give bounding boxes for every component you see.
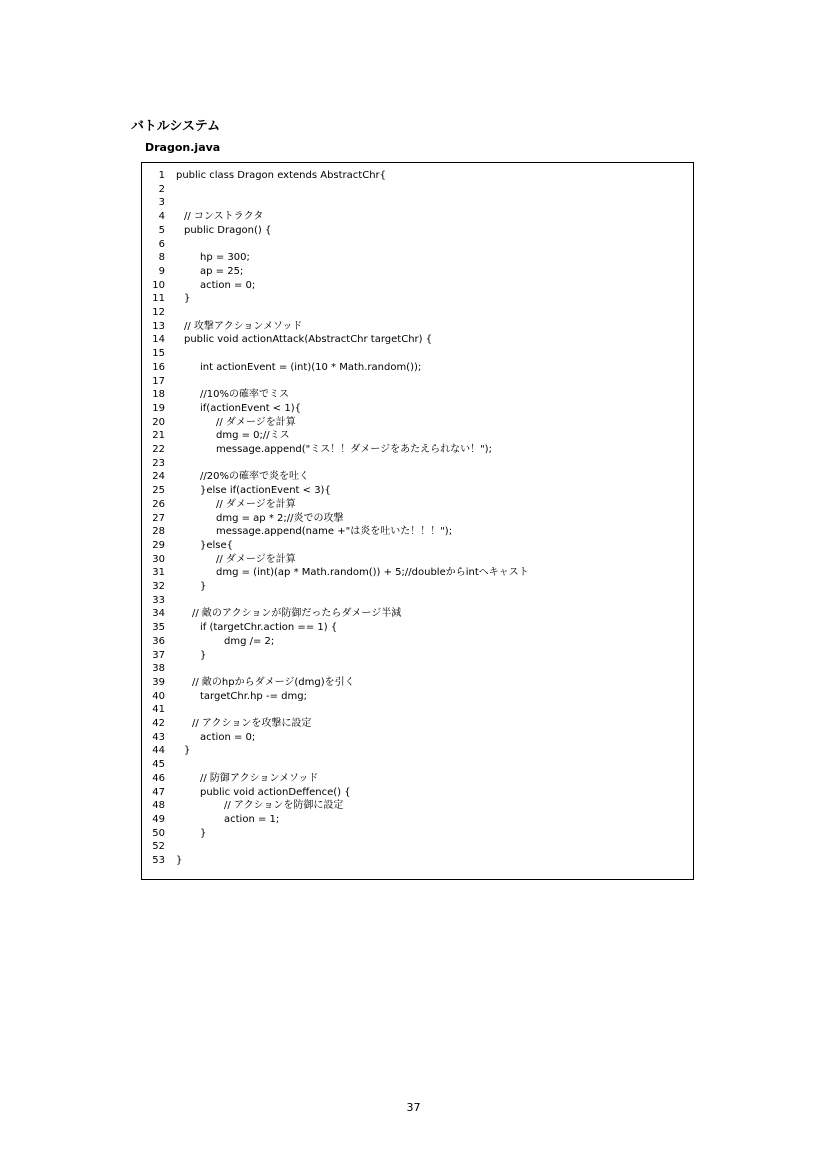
line-number: 20 <box>152 416 165 428</box>
line-number: 26 <box>152 498 165 510</box>
code-text: message.append("ミス！！ダメージをあたえられない！"); <box>216 444 492 455</box>
code-text: // ダメージを計算 <box>216 498 296 510</box>
code-line <box>142 772 693 785</box>
code-text: public Dragon() { <box>184 224 272 236</box>
line-number: 15 <box>152 348 165 360</box>
line-number: 50 <box>152 827 165 839</box>
code-line <box>142 539 693 552</box>
code-line <box>142 183 693 196</box>
code-line <box>142 594 693 607</box>
line-number: 44 <box>152 745 165 757</box>
line-number: 48 <box>152 800 165 812</box>
code-text: if(actionEvent < 1){ <box>200 402 301 414</box>
line-number: 6 <box>158 238 165 250</box>
code-text: // 敵のアクションが防御だったらダメージ半減 <box>192 608 402 620</box>
code-text: // 敵のhpからダメージ(dmg)を引く <box>192 676 355 688</box>
code-line <box>142 210 693 223</box>
code-line <box>142 512 693 525</box>
code-text: if (targetChr.action == 1) { <box>200 622 338 634</box>
code-line <box>142 457 693 470</box>
code-text: // ダメージを計算 <box>216 416 296 428</box>
code-line <box>142 758 693 771</box>
code-line <box>142 470 693 483</box>
code-line <box>142 238 693 251</box>
code-text: targetChr.hp -= dmg; <box>200 690 307 702</box>
line-number: 30 <box>152 553 165 565</box>
code-line <box>142 320 693 333</box>
code-line <box>142 443 693 456</box>
code-listing <box>141 162 694 880</box>
code-line <box>142 662 693 675</box>
line-number: 49 <box>152 813 165 825</box>
code-text: dmg = 0;//ミス <box>216 430 290 442</box>
line-number: 52 <box>152 841 165 853</box>
line-number: 28 <box>152 526 165 538</box>
code-line <box>142 292 693 305</box>
code-text: }else{ <box>200 539 234 551</box>
line-number: 38 <box>152 663 165 675</box>
line-number: 45 <box>152 759 165 771</box>
code-text: ap = 25; <box>200 265 244 277</box>
code-line <box>142 306 693 319</box>
code-line <box>142 498 693 511</box>
code-text: dmg /= 2; <box>224 635 275 647</box>
line-number: 34 <box>152 608 165 620</box>
code-text: public void actionDeffence() { <box>200 786 351 798</box>
line-number: 5 <box>158 224 165 236</box>
line-number: 47 <box>152 786 165 798</box>
line-number: 3 <box>158 197 165 209</box>
code-text: } <box>200 581 207 592</box>
line-number: 43 <box>152 731 165 743</box>
code-text: //20%の確率で炎を吐く <box>200 471 309 483</box>
line-number: 1 <box>158 170 165 181</box>
code-line <box>142 196 693 209</box>
code-line <box>142 553 693 566</box>
line-number: 53 <box>152 855 165 866</box>
code-line <box>142 361 693 374</box>
line-number: 46 <box>152 772 165 784</box>
line-number: 31 <box>152 567 165 579</box>
code-line <box>142 813 693 826</box>
code-line <box>142 690 693 703</box>
code-text: //10%の確率でミス <box>200 389 289 401</box>
code-line <box>142 333 693 346</box>
line-number: 21 <box>152 430 165 442</box>
code-text: int actionEvent = (int)(10 * Math.random()); <box>200 361 422 373</box>
line-number: 14 <box>152 334 165 346</box>
code-text: dmg = (int)(ap * Math.random()) + 5;//doubleからintへキャスト <box>216 567 529 579</box>
line-number: 22 <box>152 444 165 455</box>
line-number: 17 <box>152 375 165 387</box>
code-text: action = 0; <box>200 731 256 743</box>
code-line <box>142 402 693 415</box>
line-number: 19 <box>152 402 165 414</box>
line-number: 8 <box>158 252 165 264</box>
code-text: } <box>184 293 191 305</box>
code-line <box>142 827 693 840</box>
code-text: } <box>200 827 207 839</box>
line-number: 18 <box>152 389 165 401</box>
line-number: 40 <box>152 690 165 702</box>
code-line <box>142 607 693 620</box>
code-text: // アクションを防御に設定 <box>224 800 344 812</box>
code-line <box>142 224 693 237</box>
line-number: 16 <box>152 361 165 373</box>
code-line <box>142 854 693 867</box>
line-number: 42 <box>152 718 165 729</box>
line-number: 37 <box>152 649 165 661</box>
file-name: Dragon.java <box>145 141 221 154</box>
code-text: action = 0; <box>200 279 256 291</box>
code-line <box>142 786 693 799</box>
code-line <box>142 649 693 662</box>
line-number: 25 <box>152 485 165 497</box>
code-text: // アクションを攻撃に設定 <box>192 718 312 729</box>
code-text: // 防御アクションメソッド <box>200 772 319 784</box>
code-line <box>142 169 693 182</box>
line-number: 27 <box>152 512 165 524</box>
code-line <box>142 621 693 634</box>
line-number: 39 <box>152 676 165 688</box>
line-number: 10 <box>152 279 165 291</box>
code-text: dmg = ap * 2;//炎での攻撃 <box>216 512 344 524</box>
line-number: 11 <box>152 293 165 305</box>
line-number: 41 <box>152 704 165 716</box>
code-line <box>142 840 693 853</box>
code-text: action = 1; <box>224 813 280 825</box>
code-line <box>142 703 693 716</box>
line-number: 9 <box>158 265 165 277</box>
code-text: public class Dragon extends AbstractChr{ <box>176 170 387 181</box>
code-line <box>142 717 693 730</box>
code-line <box>142 347 693 360</box>
code-text: hp = 300; <box>200 252 250 264</box>
code-line <box>142 251 693 264</box>
code-text: // コンストラクタ <box>184 211 264 223</box>
code-line <box>142 676 693 689</box>
line-number: 35 <box>152 622 165 634</box>
line-number: 12 <box>152 307 165 318</box>
code-line <box>142 580 693 593</box>
line-number: 13 <box>152 320 165 332</box>
code-line <box>142 799 693 812</box>
code-text: } <box>176 855 183 866</box>
line-number: 29 <box>152 539 165 551</box>
code-line <box>142 731 693 744</box>
line-number: 32 <box>152 581 165 592</box>
page-number: 37 <box>406 1101 421 1114</box>
line-number: 36 <box>152 635 165 647</box>
code-line <box>142 429 693 442</box>
code-line <box>142 744 693 757</box>
line-number: 24 <box>152 471 165 483</box>
code-line <box>142 525 693 538</box>
code-text: // ダメージを計算 <box>216 553 296 565</box>
code-text: }else if(actionEvent < 3){ <box>200 485 331 497</box>
code-text: } <box>200 649 207 661</box>
code-text: message.append(name +"は炎を吐いた！！！"); <box>216 526 453 538</box>
line-number: 23 <box>152 457 165 469</box>
code-line <box>142 279 693 292</box>
code-text: } <box>184 745 191 757</box>
code-text: // 攻撃アクションメソッド <box>184 320 303 332</box>
code-text: public void actionAttack(AbstractChr targetChr) { <box>184 334 433 346</box>
line-number: 33 <box>152 594 165 606</box>
line-number: 4 <box>158 211 165 223</box>
code-line <box>142 388 693 401</box>
code-line <box>142 416 693 429</box>
code-line <box>142 375 693 388</box>
section-heading: バトルシステム <box>131 119 221 134</box>
code-line <box>142 484 693 497</box>
code-line <box>142 566 693 579</box>
code-line <box>142 265 693 278</box>
code-line <box>142 635 693 648</box>
line-number: 2 <box>158 183 165 195</box>
